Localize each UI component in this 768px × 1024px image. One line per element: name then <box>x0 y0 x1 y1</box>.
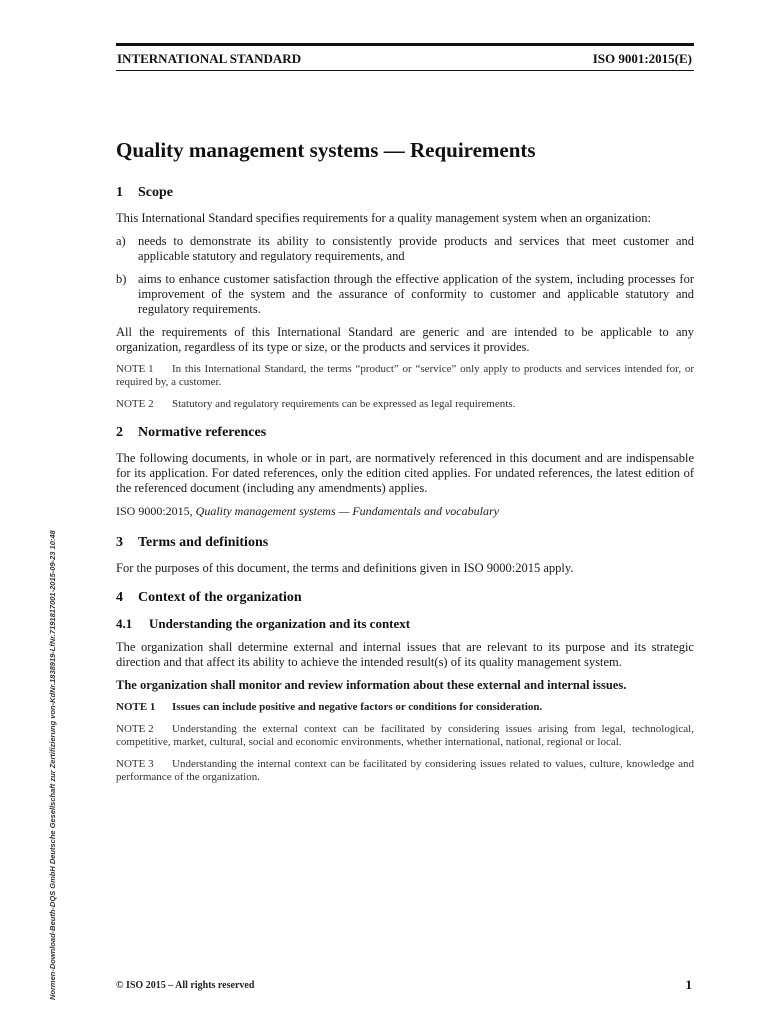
header-doc-type: INTERNATIONAL STANDARD <box>117 51 302 66</box>
note <box>116 723 694 749</box>
footer-copyright: © ISO 2015 – All rights reserved <box>116 980 255 991</box>
list-item <box>116 272 694 317</box>
section-number: 1 <box>116 185 123 200</box>
reference-title: Quality management systems — Fundamentals and vocabulary <box>195 504 499 518</box>
section-number: 4 <box>116 590 123 605</box>
note-label: NOTE 2 <box>116 723 154 735</box>
note <box>116 363 694 389</box>
section-title: Scope <box>138 185 173 200</box>
scope-paragraph: All the requirements of this International Standard are generic and are intended to be applicable to any organization, regardless of its type or size, or the products and services it provides. <box>116 325 694 354</box>
reference-code: ISO 9000:2015, <box>116 504 193 518</box>
subsection-4-1-heading <box>116 616 694 632</box>
list-label: a) <box>116 234 126 248</box>
scope-list <box>116 234 694 317</box>
note <box>116 758 694 784</box>
context-paragraph-1: The organization shall determine external and internal issues that are relevant to its purpose and its strategic direction and that affect its ability to achieve the intended result(s) of its quality management system. <box>116 640 694 669</box>
page-body <box>116 138 694 793</box>
scope-intro: This International Standard specifies requirements for a quality management system when an organization: <box>116 211 652 225</box>
note-label: NOTE 1 <box>116 363 154 375</box>
section-4-heading <box>116 590 694 606</box>
note-text: Issues can include positive and negative factors or conditions for consideration. <box>172 701 543 713</box>
list-text: needs to demonstrate its ability to consistently provide products and services that meet customer and applicable statutory and regulatory requirements, and <box>138 234 694 263</box>
note-text: Understanding the internal context can be facilitated by considering issues related to values, culture, knowledge and performance of the organization. <box>116 758 694 783</box>
section-2-heading <box>116 425 694 441</box>
note <box>116 398 694 411</box>
page-title: Quality management systems — Requirements <box>116 138 536 162</box>
note <box>116 701 694 714</box>
section-3-heading <box>116 535 694 551</box>
subsection-title: Understanding the organization and its context <box>149 616 411 631</box>
note-label: NOTE 2 <box>116 398 154 410</box>
header-doc-id: ISO 9001:2015(E) <box>592 51 692 66</box>
section-number: 3 <box>116 535 123 550</box>
section-1-heading <box>116 185 694 201</box>
section-number: 2 <box>116 425 123 440</box>
normative-paragraph: The following documents, in whole or in part, are normatively referenced in this document and are indispensable for its application. For dated references, only the edition cited applies. For undated references, the latest edition of the referenced document (including any amendments) applies. <box>116 451 694 495</box>
terms-paragraph: For the purposes of this document, the terms and definitions given in ISO 9000:2015 apply. <box>116 561 574 575</box>
page-number: 1 <box>685 977 692 992</box>
note-label: NOTE 1 <box>116 701 156 713</box>
note-label: NOTE 3 <box>116 758 154 770</box>
section-title: Normative references <box>138 425 267 440</box>
header-bottom-rule <box>116 70 694 71</box>
list-item <box>116 234 694 264</box>
list-label: b) <box>116 272 127 286</box>
context-paragraph-2: The organization shall monitor and review information about these external and internal issues. <box>116 678 627 692</box>
subsection-number: 4.1 <box>116 616 133 631</box>
header-top-rule <box>116 43 694 46</box>
normative-reference <box>116 504 694 519</box>
note-text: Understanding the external context can be facilitated by considering issues arising from legal, technological, competitive, market, cultural, social and economic environments, whether international, national, regional or local. <box>116 723 694 748</box>
section-title: Context of the organization <box>138 590 302 605</box>
section-title: Terms and definitions <box>138 535 269 550</box>
note-text: Statutory and regulatory requirements can be expressed as legal requirements. <box>172 398 516 410</box>
side-watermark-text: Normen-Download-Beuth-DQS GmbH Deutsche Gesellschaft zur Zertifizierung von-KdNr.1838919-LfNr.7191817001-2015-09-23 10:48 <box>48 530 57 1000</box>
note-text: In this International Standard, the terms “product” or “service” only apply to products and services intended for, or required by, a customer. <box>116 363 694 388</box>
list-text: aims to enhance customer satisfaction through the effective application of the system, including processes for improvement of the system and the assurance of conformity to customer and applicable statutory and regulatory requirements. <box>138 272 694 316</box>
